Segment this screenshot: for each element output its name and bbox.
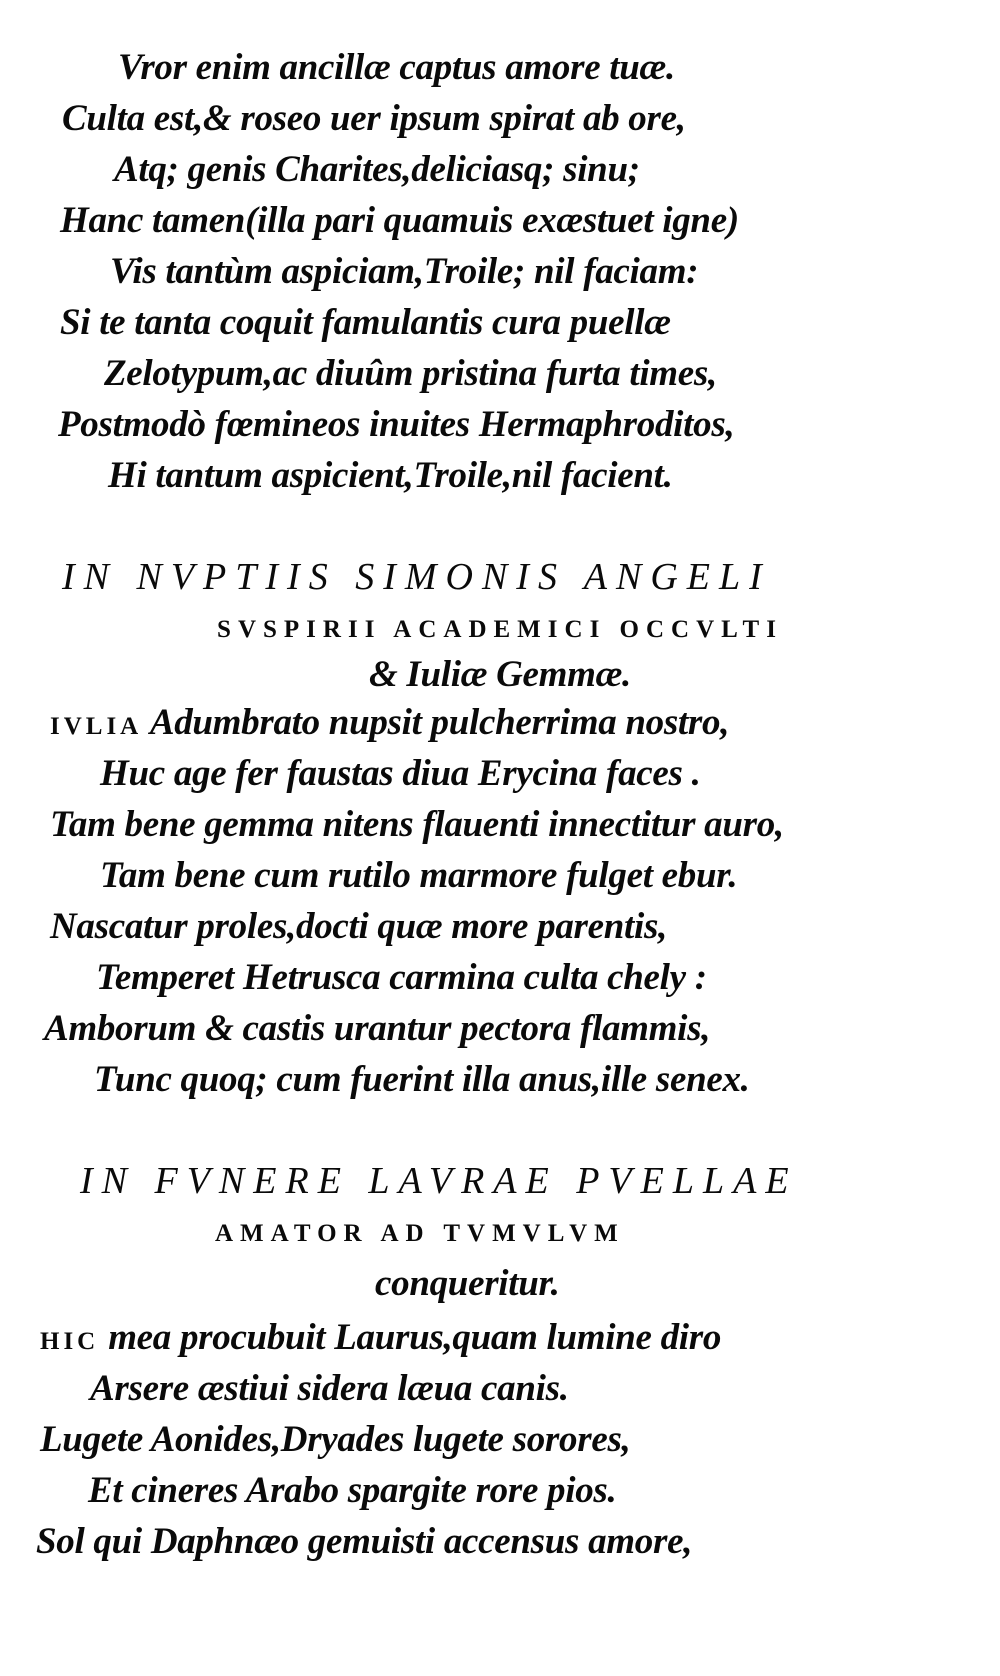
- poem1-line-8: Postmodò fœmineos inuites Hermaphroditos,: [58, 404, 735, 445]
- poem2-first-line-rest: Adumbrato nupsit pulcherrima nostro,: [149, 702, 730, 743]
- poem1-line-3: Atq; genis Charites,deliciasq; sinu;: [114, 149, 640, 190]
- poem3-line-4: Et cineres Arabo spargite rore pios.: [88, 1470, 617, 1511]
- poem3-line-1: [40, 1313, 721, 1367]
- poem1-line-4: Hanc tamen(illa pari quamuis exæstuet igne): [60, 200, 739, 241]
- poem2-line-6: Temperet Hetrusca carmina culta chely :: [96, 957, 707, 998]
- poem2-heading: IN NVPTIIS SIMONIS ANGELI: [62, 556, 771, 598]
- poem3-line-2: Arsere æstiui sidera læua canis.: [90, 1368, 569, 1409]
- poem2-subheading: SVSPIRII ACADEMICI OCCVLTI: [217, 616, 783, 643]
- poem2-line-1: [50, 698, 729, 752]
- poem1-line-7: Zelotypum,ac diuûm pristina furta times,: [104, 353, 717, 394]
- poem3-subtitle: conqueritur.: [375, 1263, 560, 1304]
- poem2-line-3: Tam bene gemma nitens flauenti innectitur auro,: [50, 804, 784, 845]
- poem2-line-7: Amborum & castis urantur pectora flammis,: [44, 1008, 711, 1049]
- poem3-line-3: Lugete Aonides,Dryades lugete sorores,: [40, 1419, 631, 1460]
- poem3-subheading: AMATOR AD TVMVLVM: [215, 1220, 625, 1247]
- poem3-heading: IN FVNERE LAVRAE PVELLAE: [80, 1160, 798, 1202]
- poem1-line-2: Culta est,& roseo uer ipsum spirat ab ore,: [62, 98, 686, 139]
- poem3-first-line-rest: mea procubuit Laurus,quam lumine diro: [108, 1317, 722, 1358]
- poem2-line-2: Huc age fer faustas diua Erycina faces .: [100, 753, 701, 794]
- poem1-line-5: Vis tantùm aspiciam,Troile; nil faciam:: [110, 251, 699, 292]
- poem2-line-5: Nascatur proles,docti quæ more parentis,: [50, 906, 668, 947]
- poem3-first-word: HIC: [40, 1328, 100, 1355]
- poem3-line-5: Sol qui Daphnæo gemuisti accensus amore,: [36, 1521, 693, 1562]
- poem1-line-1: Vror enim ancillæ captus amore tuæ.: [118, 47, 675, 88]
- poem1-line-9: Hi tantum aspicient,Troile,nil facient.: [108, 455, 673, 496]
- poem2-line-8: Tunc quoq; cum fuerint illa anus,ille senex.: [94, 1059, 750, 1100]
- poem2-line-4: Tam bene cum rutilo marmore fulget ebur.: [100, 855, 738, 896]
- poem1-line-6: Si te tanta coquit famulantis cura puellæ: [60, 302, 671, 343]
- poem2-subtitle: & Iuliæ Gemmæ.: [368, 654, 631, 695]
- poem2-first-word: IVLIA: [50, 713, 143, 740]
